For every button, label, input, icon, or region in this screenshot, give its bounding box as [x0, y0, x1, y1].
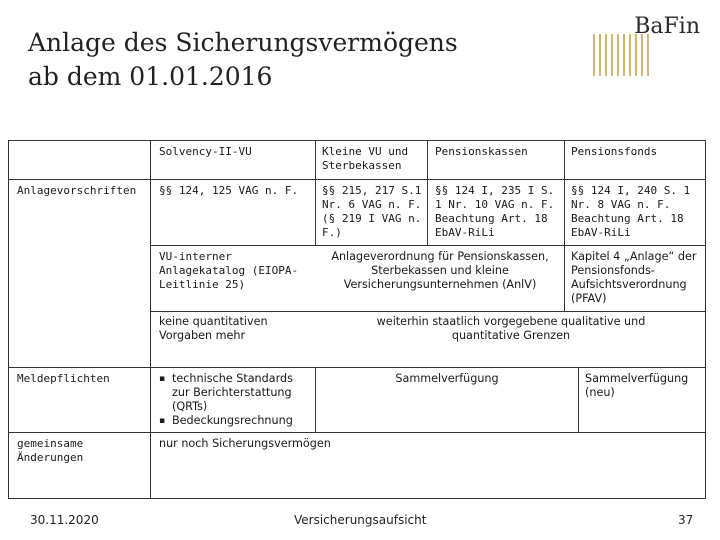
cell-staatliche-grenzen: weiterhin staatlich vorgegebene qualitative und quantitative Grenzen — [376, 315, 646, 342]
cell-anlv: Anlageverordnung für Pensionskassen, Sterbekassen und kleine Versicherungsunternehmen (AnlV) — [331, 250, 549, 291]
footer-center-text: Versicherungsaufsicht — [294, 513, 427, 527]
cell-sicherungsvermoegen: nur noch Sicherungsvermögen — [159, 437, 331, 450]
grid-hline — [150, 311, 706, 312]
grid-vline — [564, 140, 565, 312]
title-line-1: Anlage des Sicherungsvermögens — [28, 28, 458, 57]
grid-hline — [150, 245, 706, 246]
grid-vline — [427, 140, 428, 246]
header-solvency: Solvency-II-VU — [159, 145, 252, 158]
title-line-2: ab dem 01.01.2016 — [28, 62, 273, 91]
cell-pensionskassen-vag: §§ 124 I, 235 I S. 1 Nr. 10 VAG n. F. Beachtung Art. 18 EbAV-RiLi — [435, 184, 555, 239]
list-item: ▪ Bedeckungsrechnung — [159, 414, 311, 428]
grid-hline — [8, 432, 706, 433]
cell-sammelverfuegung: Sammelverfügung — [395, 372, 499, 385]
grid-vline — [315, 140, 316, 246]
grid-vline — [578, 367, 579, 432]
cell-kleine-vag: §§ 215, 217 S.1 Nr. 6 VAG n. F. (§ 219 I VAG n. F.) — [322, 184, 422, 239]
row-label-anlagevorschriften: Anlagevorschriften — [17, 184, 137, 197]
row-label-meldepflichten: Meldepflichten — [17, 372, 110, 385]
grid-hline — [8, 179, 706, 180]
list-item: ▪ technische Standards zur Berichterstattung (QRTs) — [159, 372, 311, 414]
cell-berichterstattung-list — [159, 372, 311, 428]
cell-keine-vorgaben: keine quantitativen Vorgaben mehr — [159, 315, 268, 342]
slide-title — [28, 26, 458, 94]
cell-pensionsfonds-vag: §§ 124 I, 240 S. 1 Nr. 8 VAG n. F. Beachtung Art. 18 EbAV-RiLi — [571, 184, 691, 239]
logo-text: BaFin — [634, 14, 700, 39]
logo-lines-graphic — [593, 34, 655, 76]
bafin-logo — [585, 14, 700, 76]
cell-pfav: Kapitel 4 „Anlage“ der Pensionsfonds-Aufsichtsverordnung (PFAV) — [571, 250, 697, 305]
page-number: 37 — [678, 513, 694, 527]
header-pensionskassen: Pensionskassen — [435, 145, 528, 158]
cell-sammelverfuegung-neu: Sammelverfügung (neu) — [585, 372, 689, 399]
grid-vline — [150, 140, 151, 499]
cell-solvency-vag: §§ 124, 125 VAG n. F. — [159, 184, 299, 197]
grid-hline — [8, 367, 706, 368]
cell-solvency-katalog: VU-interner Anlagekatalog (EIOPA-Leitlinie 25) — [159, 250, 299, 291]
grid-vline — [315, 367, 316, 432]
header-pensionsfonds: Pensionsfonds — [571, 145, 658, 158]
header-kleine-vu: Kleine VU und Sterbekassen — [322, 145, 409, 172]
row-label-gemeinsame-aenderungen: gemeinsame Änderungen — [17, 437, 84, 464]
footer-date: 30.11.2020 — [30, 513, 99, 527]
